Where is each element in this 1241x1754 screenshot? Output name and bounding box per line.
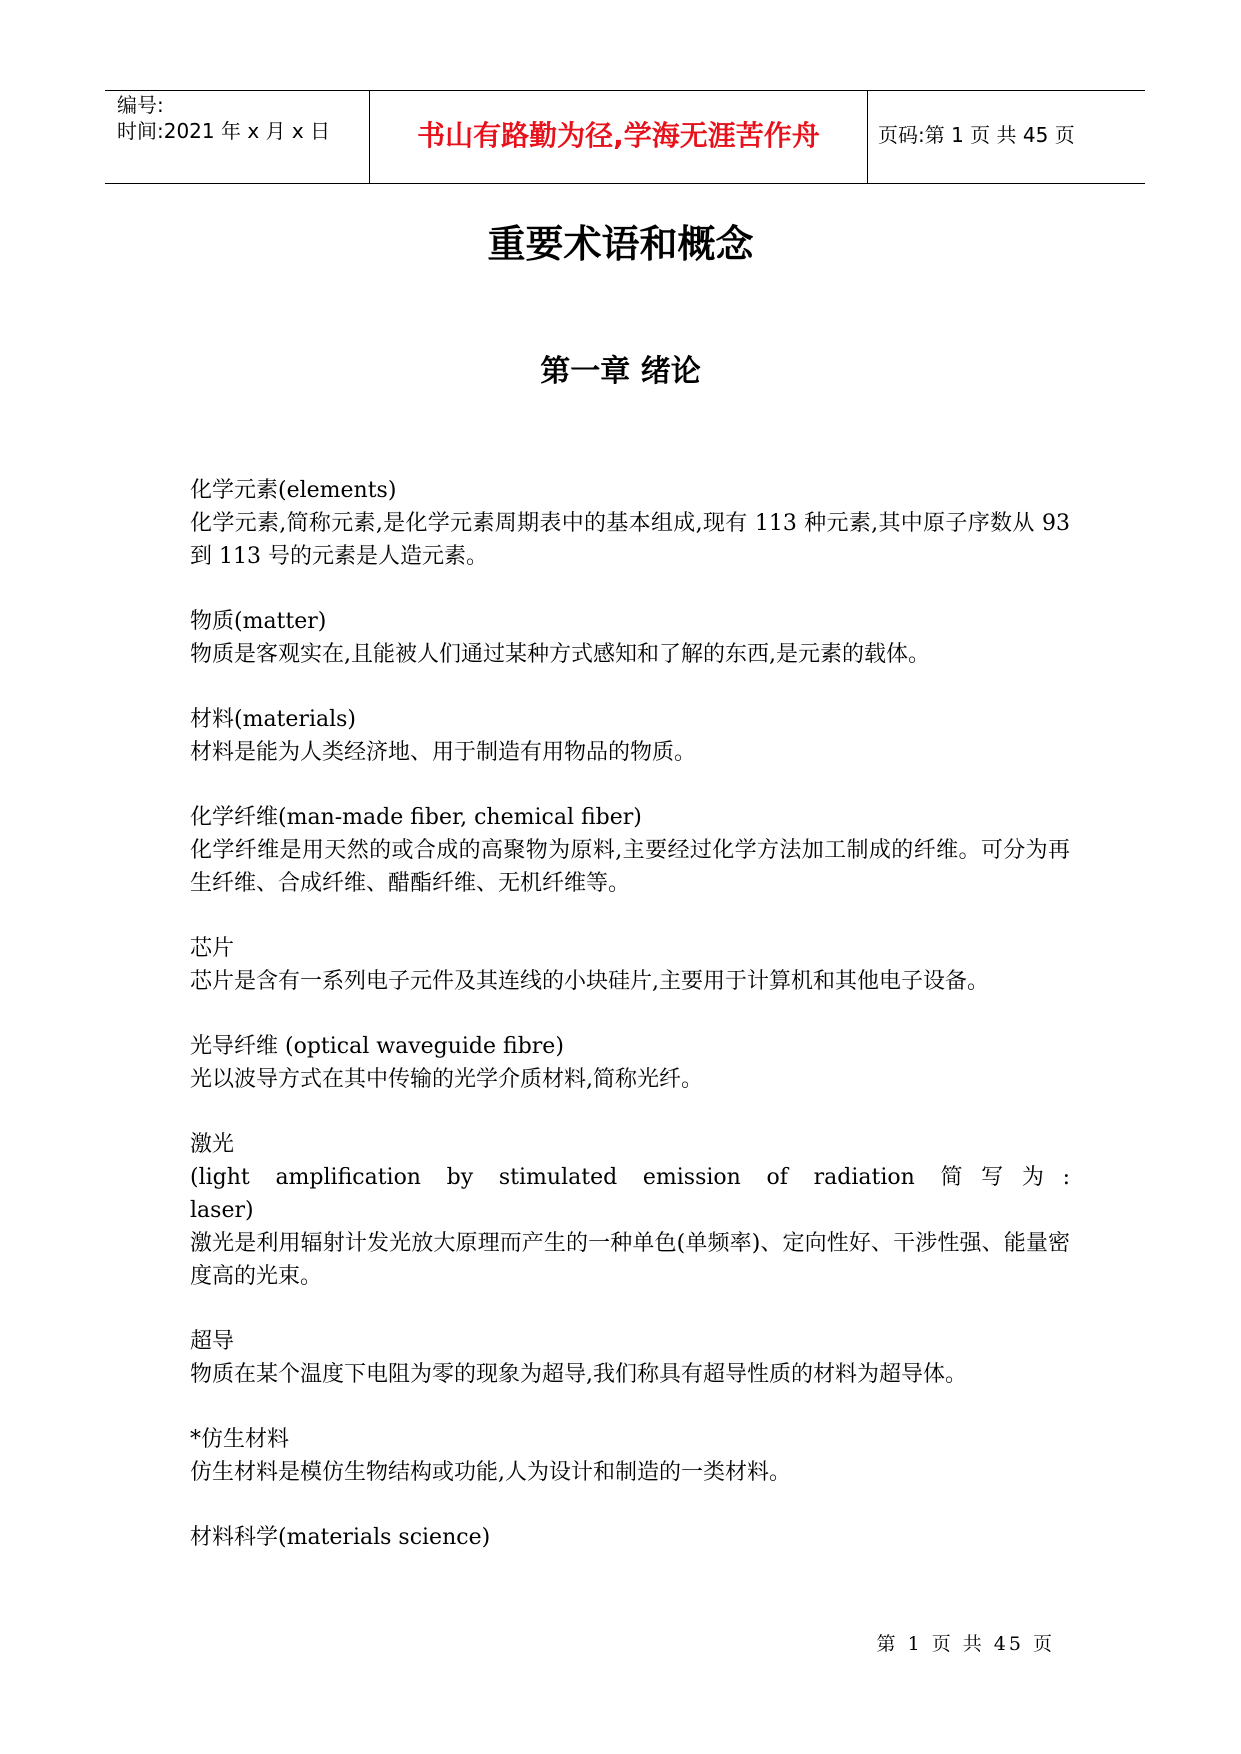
document-body: [190, 474, 1070, 1586]
header-meta-cell: [105, 91, 370, 183]
entry-definition: 材料是能为人类经济地、用于制造有用物品的物质。: [190, 740, 697, 765]
entry-term: 材料科学(materials science): [190, 1525, 491, 1550]
motto-text: 书山有路勤为径,学海无涯苦作舟: [417, 119, 820, 152]
entry-optical-fibre: [190, 1030, 1070, 1096]
entry-matter: [190, 605, 1070, 671]
entry-term: 材料(materials): [190, 707, 356, 732]
serial-label: 编号:: [117, 93, 164, 117]
entry-term: 化学元素(elements): [190, 478, 397, 503]
header-motto-cell: [370, 91, 868, 183]
entry-superconductivity: [190, 1325, 1070, 1391]
time-label: 时间:2021 年 x 月 x 日: [117, 119, 331, 143]
entry-chip: [190, 932, 1070, 998]
entry-definition: 芯片是含有一系列电子元件及其连线的小块硅片,主要用于计算机和其他电子设备。: [190, 969, 989, 994]
page-footer-number: 第 1 页 共 45 页: [876, 1633, 1055, 1655]
entry-definition: 激光是利用辐射计发光放大原理而产生的一种单色(单频率)、定向性好、干涉性强、能量密度高的光束。: [190, 1231, 1070, 1289]
chapter-title: 第一章 绪论: [540, 354, 701, 389]
entry-laser: [190, 1128, 1070, 1293]
entry-term: 物质(matter): [190, 609, 327, 634]
entry-definition: 化学元素,简称元素,是化学元素周期表中的基本组成,现有 113 种元素,其中原子序数从 93 到 113 号的元素是人造元素。: [190, 511, 1070, 569]
entry-term: *仿生材料: [190, 1427, 290, 1452]
entry-term: 超导: [190, 1329, 235, 1354]
entry-definition: 仿生材料是模仿生物结构或功能,人为设计和制造的一类材料。: [190, 1460, 791, 1485]
entry-materials: [190, 703, 1070, 769]
entry-chemical-fiber: [190, 801, 1070, 900]
entry-term-english: (light amplification by stimulated emission of radiation 简写为:: [190, 1165, 1070, 1190]
entry-definition: 化学纤维是用天然的或合成的高聚物为原料,主要经过化学方法加工制成的纤维。可分为再生纤维、合成纤维、醋酯纤维、无机纤维等。: [190, 838, 1070, 896]
entry-term: 激光: [190, 1132, 235, 1157]
entry-definition: 光以波导方式在其中传输的光学介质材料,简称光纤。: [190, 1067, 703, 1092]
entry-term: 光导纤维 (optical waveguide fibre): [190, 1034, 564, 1059]
entry-definition: 物质是客观实在,且能被人们通过某种方式感知和了解的东西,是元素的载体。: [190, 642, 930, 667]
page-header: [105, 90, 1145, 184]
entry-term: 化学纤维(man-made fiber, chemical fiber): [190, 805, 642, 830]
entry-term: 芯片: [190, 936, 235, 961]
header-page-cell: [868, 91, 1145, 183]
entry-materials-science: [190, 1521, 1070, 1554]
entry-biomimetic-materials: [190, 1423, 1070, 1489]
document-title: 重要术语和概念: [487, 222, 754, 266]
entry-term-abbrev: laser): [190, 1198, 254, 1223]
header-page-info: 页码:第 1 页 共 45 页: [878, 123, 1075, 147]
entry-elements: [190, 474, 1070, 573]
entry-definition: 物质在某个温度下电阻为零的现象为超导,我们称具有超导性质的材料为超导体。: [190, 1362, 967, 1387]
